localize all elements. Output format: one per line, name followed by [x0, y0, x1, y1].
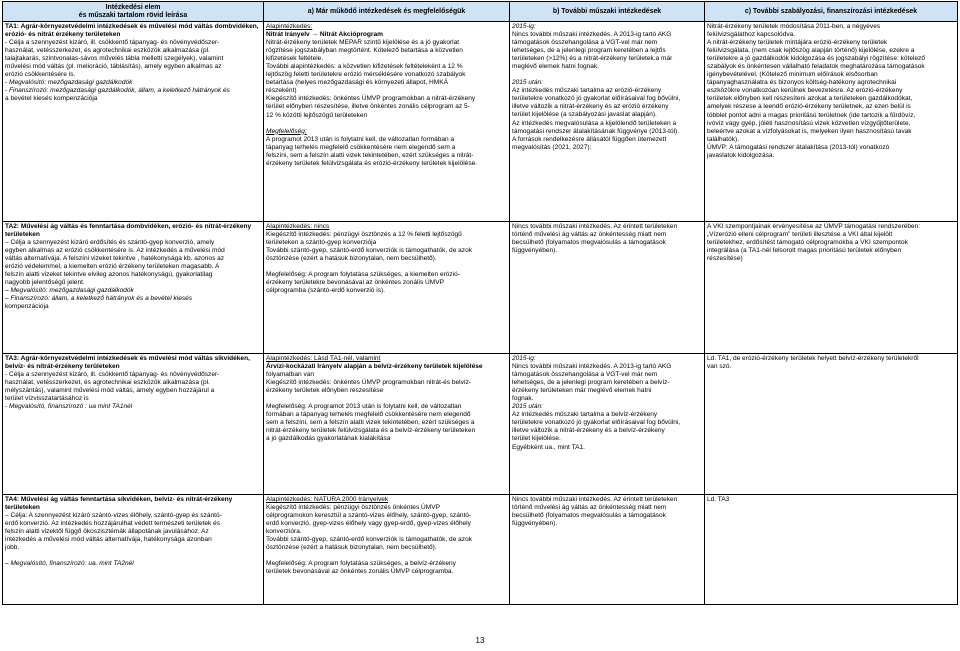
- ta1-description: TA1: Agrár-környezetvédelmi intézkedések és művelési mód váltás dombvidéken, erózió- és nitrát érzékeny területeken - Célja a szennyezést kizáró, ill. csökkentő tápanyag- és növényvédőszer- használat, vetésszerkezet, és agrotechnikai eszközök alkalmazása (pl. talajtakarás, szintvonalas-sávos művelés tábla melletti szegélyek), valamint művelési mód váltás (pl. melioráció, táblásítás), amely egyben alkalmas az erózió csökkentésére is. - Megvalósító: mezőgazdasági gazdálkodók - Finanszírozó: mezőgazdasági gazdálkodók, állam, a keletkező hátrányok és a bevétel kiesés kompenzációja: [3, 22, 264, 222]
- ta1-existing: Alapintézkedés: Nitrát Irányelv → Nitrát Akcióprogram Nitrát-érzékeny területek MEPAR szintű kijelölése és a jó gyakorlat rögzítése jogszabályban megtörtént. Kötelező betartása a közvetlen kifizetések feltétele. További alapintézkedés: a közvetlen kifizetések feltételeként a 12 % lejtőszög feletti területekre erózió mérséklésére vonatkozó szabályok betartása (helyes mezőgazdasági és környezeti állapot, HMKÁ részeként) Kiegészítő intézkedés: önkéntes ÚMVP programokban a nitrát-érzékeny terület előnyben részesítése, illetve önkéntes zonális célprogram az 5- 12 % közötti lejtőszögű területeken Megfelelőség: A programot 2013 után is folytatni kell, de változatlan formában a tápanyag terhelés megfelelő csökkentésére nem elegendő sem a felszíni, sem a felszín alatti vizek tekintetében, ezért szükséges a nitrát- érzékeny területek felülvizsgálata és erózió-érzékeny területek kijelölése.: [264, 22, 510, 222]
- ta3-description: TA3: Agrár-környezetvédelmi intézkedések és művelési mód váltás síkvidéken, belvíz- és nitrát-érzékeny területeken - Célja a szennyezést kizáró, ill. csökkentő tápanyag- és növényvédőszer- használat, vetésszerkezet, és agrotechnikai eszközök alkalmazása (pl. mélyszántás), valamint művelési mód váltás, amely egyben hozzájárul a terület vízvisszatartásához is - Megvalósító, finanszírozó : ua mint TA1nél: [3, 354, 264, 495]
- ta1-technical: 2015-ig: Nincs további műszaki intézkedés. A 2013-ig tartó AKG támogatások összehangolása a VGT-vel már nem lehetséges, de a jelenlegi program keretében a lejtős területeken (>12%) és a nitrát-érzékeny területek.a már meglévő elemek hatni fognak. 2015 után: Az intézkedés műszaki tartalma az erózió-érzékeny területekre vonatkozó jó gyakorlat előírásaival fog bővülni, illetve változik a nitrát-érzékeny és az erózió érzékeny terület kijelölése (a szabályozási javaslat alapján). Az intézkedés megvalósulása a kijelölendő területeken a támogatási rendszer átalakításának függvénye (2013-tól). A források rendelkezésre állásától függően ütemezett megvalósítás (2021, 2027):: [510, 22, 705, 222]
- table-row: [3, 22, 958, 222]
- ta2-technical: Nincs további műszaki intézkedés. Az érintett területeken történő művelési ág váltás az önkéntesség miatt nem becsülhető (folyamatos megvalósulás a támogatások függvényében).: [510, 222, 705, 354]
- table-row: [3, 495, 958, 605]
- header-col-existing: a) Már működő intézkedések és megfelelőségük: [264, 2, 510, 22]
- header-col-regulatory: c) További szabályozási, finanszírozási intézkedések: [705, 2, 958, 22]
- ta2-existing: Alapintézkedés: nincs Kiegészítő intézkedés: pénzügyi ösztönzés a 12 % feletti lejtőszögű területeken a szántó-gyep konverziója További szántó-gyep, szántó-erdő konverziók is támogathatók, de azok ösztönzése (ezért a hatásuk bizonytalan, nem becsülhető). Megfelelőség: A program folytatása szükséges, a kiemelten erózió- érzékeny területekre bevonásával az önkéntes zonális ÚMVP célprogramba (szántó-erdő konverzió is).: [264, 222, 510, 354]
- ta2-description: TA2: Művelési ág váltás és fenntartása dombvidéken, erózió- és nitrát-érzékeny területeken – Célja a szennyezést kizáró erdősítés és szántó-gyep konverzió, amely egyben alkalmas az erózió csökkentésére is. Az intézkedés a művelési mód váltás alternatívája. A felszíni vizeket tekintve , hatékonysága kb. azonos az erózió védelemmel, a kiemelten erózió érzékeny területeken magasabb. A felszín alatti vizeket tekintve elvileg azonos hatékonyságú, gyakorlatilag nagyobb jelentőségű jelent. – Megvalósító: mezőgazdasági gazdálkodók – Finanszírozó: állam, a keletkező hátrányok és a bevétel kiesés kompenzációja: [3, 222, 264, 354]
- table-row: [3, 222, 958, 354]
- ta1-regulatory: Nitrát-érzékeny területek módosítása 2011-ben, a négyéves felülvizsgálathoz kapcsolódva. A nitrát-érzékeny területek mintájára erózió-érzékeny területek felülvizsgálata, (nem csak lejtőszög alapján történő) kijelölése, ezekre a területekre a jó gazdálkodók kidolgozása és jogszabályi rögzítése: kötelező szabályok és önkéntesen vállalható feladatok meghatározása támogatások igénybevételével. (Kötelező minimum előírások elsősorban tápanyaghasználatra és bizonyos költség-hatékony agrotechnikai eszközökre vonatkozóan kerülnek bevezetésre. Az erózió-érzékeny területek előnyben kell részesíteni azokat a területeken gazdálkodókat, amelyek részese a leendő erózió-érzékeny területnek, az ezen belül is többlet pontot adni a magas prioritású területnek (ide tartozik a fűrdövíz, ivóvíz vagy gyép, jóléti hasznosítású vizek közvetlen vízgyűjtőterülete, beleértve azokat a vízfolyásokat is, melyeken ilyen hasznosítású tavak találhatók). ÚMVP: A támogatási rendszer átalakítása (2013-tól) vonatkozó javaslatok kidolgozása.: [705, 22, 958, 222]
- ta4-existing: Alapintézkedés: NATURA 2000 Irányelvek Kiegészítő intézkedés: pénzügyi ösztönzés önkéntes ÚMVP célprogramokon keresztül a szántó-vizes élőhely, szántó-gyep, szántó- erdő konverzió, gyep-vizes élőhely vagy gyep-erdő, gyep-vizes élőhely konverzióra. További szántó-gyep, szántó-erdő konverziók is támogathatók, de azok ösztönzése (ezért a hatásuk bizonytalan, nem becsülhető). Megfelelőség: A program folytatása szükséges, a belvíz-érzékeny területek bevonásával az önkéntes zonális ÚMVP célprogramba.: [264, 495, 510, 605]
- header-col-technical: b) További műszaki intézkedések: [510, 2, 705, 22]
- ta2-regulatory: A VKI szempontjainak érvényesítése az ÚMVP támogatási rendszerében: „Vízerózió elleni célprogram” területi illesztése a VKI által kijelölt területekhez, erdősítést támogató célprogramokba a VKI szempontok integrálása (a TA1-nél felsorolt magas prioritású területek előnyben részesítése): [705, 222, 958, 354]
- measures-table: [2, 1, 958, 605]
- ta4-regulatory: Ld. TA3: [705, 495, 958, 605]
- ta4-technical: Nincs további műszaki intézkedés. Az érintett területeken történő művelési ág váltás az önkéntesség miatt nem becsülhető (folyamatos megvalósulás a támogatások függvényében).: [510, 495, 705, 605]
- table-row: [3, 354, 958, 495]
- header-row: [3, 2, 958, 22]
- ta3-regulatory: Ld. TA1, de erózió-érzékeny területek helyett belvíz-érzékeny területekről van szó.: [705, 354, 958, 495]
- page-number: 13: [475, 636, 485, 645]
- header-col-element: Intézkedési elem és műszaki tartalom rövid leírása: [3, 2, 264, 22]
- ta4-description: TA4: Művelési ág váltás fenntartása síkvidéken, belvíz- és nitrát-érzékeny területeken – Célja: A szennyezést kizáró szántó-vizes élőhely, szántó-gyep és szántó- erdő konverzió. Az intézkedés hozzájárulhat védett természeti területek és felszín alatti vizektől függő ökoszisztémák állapotának javulásához. Az intézkedés a művelési mód váltás alternatívája, hatékonysága azonban jobb. – Megvalósító, finanszírozó: ua. mint TA2nél: [3, 495, 264, 605]
- ta3-technical: 2015-ig: Nincs további műszaki intézkedés. A 2013-ig tartó AKG támogatások összehangolása a VGT-vel már nem lehetséges, de a jelenlegi program keretében a belvíz- érzékeny területeken már meglévő elemek hatni fognak. 2015 után: Az intézkedés műszaki tartalma a belvíz-érzékeny területekre vonatkozó jó gyakorlat előírásaival fog bővülni, illetve változik a nitrát-érzékeny és a belvíz-érzékeny terület kijelölése. Egyébként ua., mint TA1.: [510, 354, 705, 495]
- ta3-existing: Alapintézkedés: Lásd TA1-nél, valamint Árvízi-kockázati Irányelv alapján a belvíz-érzékeny területek kijelölése folyamatban van Kiegészítő intézkedés: önkéntes ÚMVP programokban nitrát-és belvíz- érzékeny területek előnyben részesítése Megfelelőség: A programot 2013 után is folytatni kell, de változatlan formában a tápanyag terhelés megfelelő csökkentésére nem elegendő sem a felszíni, sem a felszín alatti vizek tekintetében, ezért szükséges a nitrát-érzékeny területek felülvizsgálata és a belvíz-érzékeny területeken a jó gazdálkodás gyakorlatának kialakítása: [264, 354, 510, 495]
